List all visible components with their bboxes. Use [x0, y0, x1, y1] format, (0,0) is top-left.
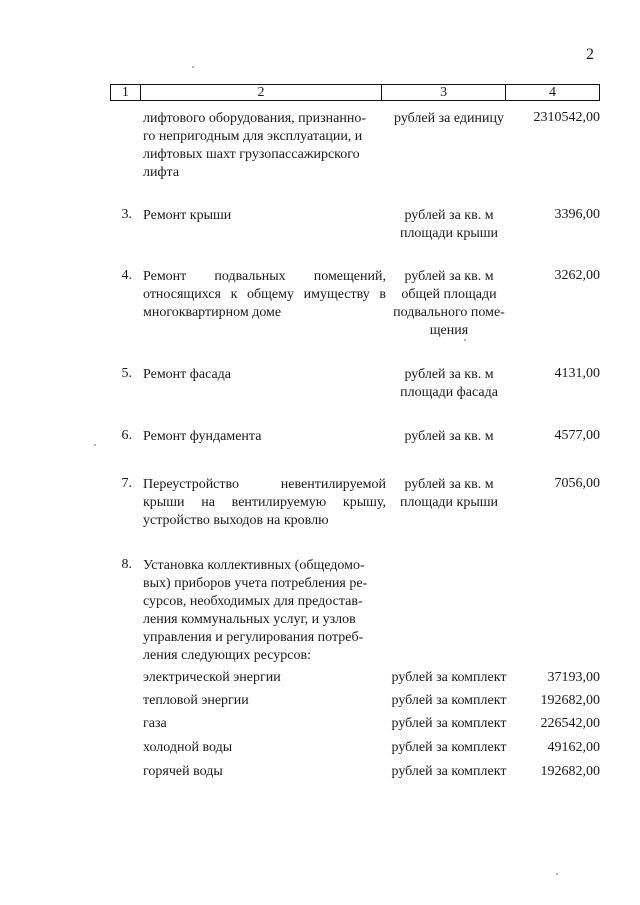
item-price: 3396,00	[554, 207, 600, 222]
text-line: площади крыши	[399, 226, 499, 241]
column-number-4: 4	[505, 85, 599, 100]
item-number: 3.	[121, 207, 132, 222]
scan-speck	[192, 66, 194, 68]
text-line: управления и регулирования потреб-	[143, 630, 364, 645]
item-number: 8.	[121, 557, 132, 572]
text-line: рублей за кв. м	[404, 269, 494, 284]
text-line: крыши на вентилируемую крышу,	[143, 495, 386, 510]
sub-item-unit: рублей за комплект	[391, 693, 507, 708]
sub-item-unit: рублей за комплект	[391, 764, 507, 779]
text-line: Ремонт подвальных помещений,	[143, 269, 386, 284]
sub-item-price: 37193,00	[547, 670, 600, 685]
column-number-2: 2	[140, 85, 382, 100]
text-line: рублей за кв. м	[404, 367, 494, 382]
item-number: 6.	[121, 428, 132, 443]
continuation-description	[143, 110, 386, 182]
sub-item-description: горячей воды	[143, 764, 223, 779]
column-number-1: 1	[121, 85, 129, 100]
text-line: подвального поме-	[393, 305, 505, 320]
text-line: щения	[429, 323, 469, 338]
text-line: площади крыши	[399, 495, 499, 510]
text-line: многоквартирном доме	[143, 305, 282, 320]
text-line: рублей за кв. м	[404, 429, 494, 444]
text-line: общей площади	[401, 287, 497, 302]
text-line: Переустройство невентилируемой	[143, 477, 386, 492]
text-line: лифта	[143, 165, 180, 180]
text-line: лифтовых шахт грузопассажирского	[143, 147, 360, 162]
sub-item-unit: рублей за комплект	[391, 716, 507, 731]
item-description	[143, 268, 386, 322]
text-line: площади фасада	[400, 385, 498, 400]
text-line: рублей за кв. м	[404, 208, 494, 223]
item-price: 4131,00	[554, 366, 600, 381]
column-number-3: 3	[381, 85, 505, 100]
text-line: рублей за кв. м	[404, 477, 494, 492]
item-unit	[386, 366, 512, 402]
text-line: сурсов, необходимых для предостав-	[143, 594, 363, 609]
item-unit	[386, 476, 512, 512]
item-number: 5.	[121, 366, 132, 381]
item-price: 4577,00	[554, 428, 600, 443]
text-line: ления коммунальных услуг, и узлов	[143, 612, 356, 627]
item-description	[143, 557, 386, 665]
item-description: Ремонт фундамента	[143, 429, 262, 444]
text-line: устройство выходов на кровлю	[143, 513, 329, 528]
sub-item-price: 49162,00	[547, 740, 600, 755]
scan-speck	[464, 339, 466, 341]
item-description: Ремонт крыши	[143, 208, 232, 223]
item-unit	[386, 268, 512, 340]
item-number: 4.	[121, 268, 132, 283]
item-description: Ремонт фасада	[143, 367, 232, 382]
sub-item-description: электрической энергии	[143, 670, 281, 685]
item-description	[143, 476, 386, 530]
text-line: ления следующих ресурсов:	[143, 648, 312, 663]
page-number: 2	[586, 46, 594, 63]
item-unit	[386, 428, 512, 446]
continuation-unit: рублей за единицу	[394, 111, 504, 126]
sub-item-price: 192682,00	[540, 693, 600, 708]
item-price: 7056,00	[554, 476, 600, 491]
sub-item-price: 226542,00	[540, 716, 600, 731]
sub-item-price: 192682,00	[540, 764, 600, 779]
text-line: относящихся к общему имуществу в	[143, 287, 386, 302]
sub-item-unit: рублей за комплект	[391, 740, 507, 755]
item-number: 7.	[121, 476, 132, 491]
sub-item-unit: рублей за комплект	[391, 670, 507, 685]
scan-speck	[556, 873, 558, 875]
continuation-price: 2310542,00	[533, 110, 600, 125]
text-line: го непригодным для эксплуатации, и	[143, 129, 363, 144]
sub-item-description: газа	[143, 716, 167, 731]
table-header-row	[110, 84, 600, 101]
text-line: лифтового оборудования, признанно-	[143, 111, 367, 126]
item-price: 3262,00	[554, 268, 600, 283]
text-line: вых) приборов учета потребления ре-	[143, 576, 368, 591]
sub-item-description: холодной воды	[143, 740, 233, 755]
text-line: Установка коллективных (общедомо-	[143, 558, 365, 573]
scan-speck	[94, 444, 96, 446]
item-unit	[386, 207, 512, 243]
sub-item-description: тепловой энергии	[143, 693, 249, 708]
